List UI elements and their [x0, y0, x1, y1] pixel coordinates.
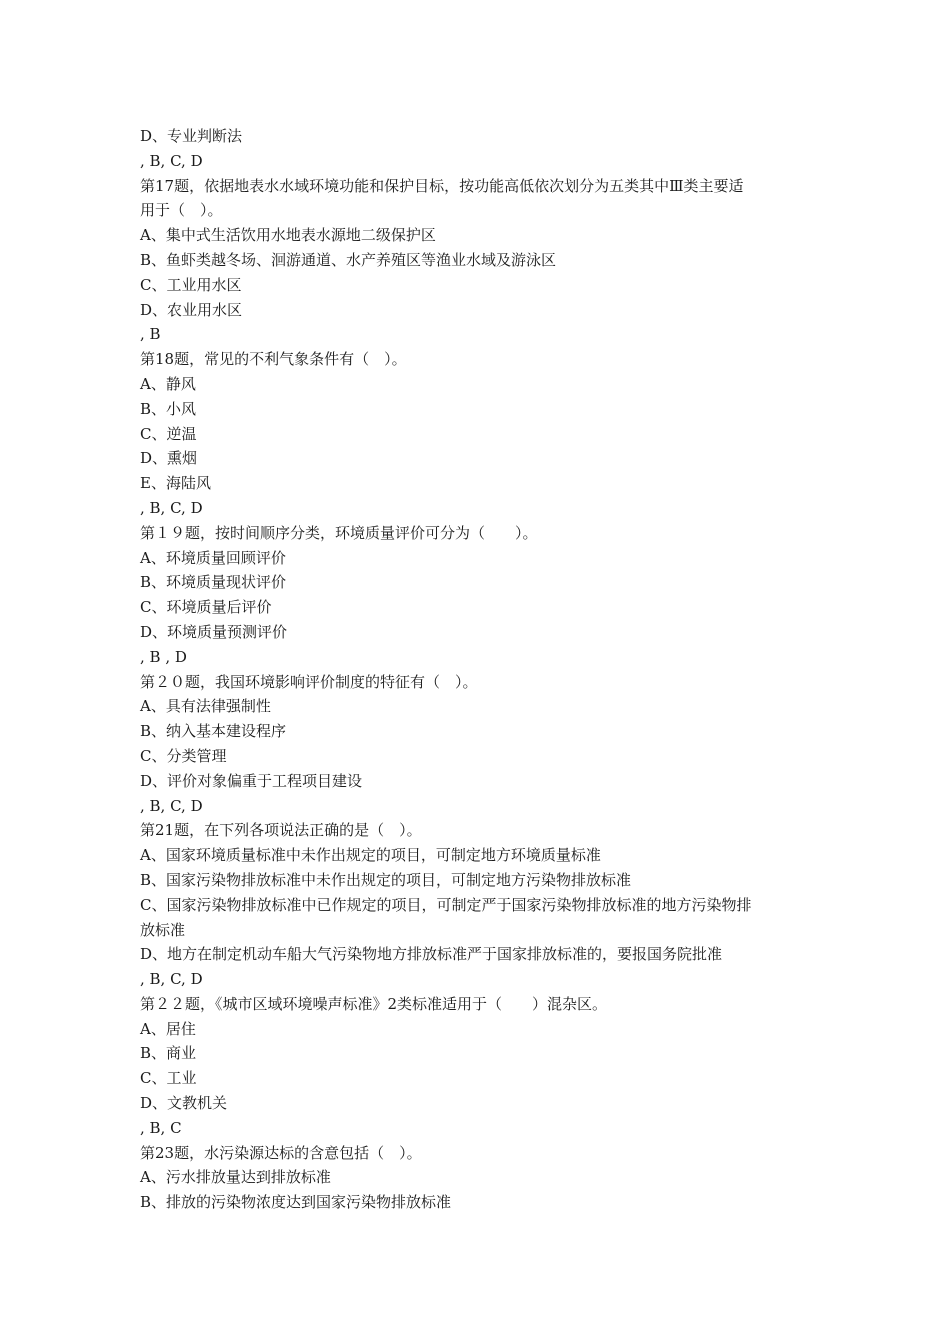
option-d: D、熏烟 [140, 449, 198, 468]
text-line: D、专业判断法 [140, 127, 243, 145]
question-17: 第17题，依据地表水水域环境功能和保护目标，按功能高低依次划分为五类其中Ⅲ类主要适 [140, 176, 744, 195]
option-b: B、鱼虾类越冬场、洄游通道、水产养殖区等渔业水域及游泳区 [140, 250, 557, 269]
question-17-continued: 用于（ ）。 [140, 201, 223, 220]
question-23: 第23题，水污染源达标的含意包括（ ）。 [140, 1143, 422, 1162]
answer-line: , B, C, D [140, 796, 203, 815]
option-b: B、排放的污染物浓度达到国家污染物排放标准 [140, 1193, 452, 1212]
option-c: C、逆温 [140, 424, 197, 443]
option-d: D、评价对象偏重于工程项目建设 [140, 771, 363, 790]
option-a: A、环境质量回顾评价 [140, 548, 286, 567]
option-a: A、具有法律强制性 [140, 697, 271, 716]
option-c: C、工业 [140, 1069, 197, 1088]
option-d: D、农业用水区 [140, 300, 243, 319]
answer-line: , B , D [140, 647, 187, 666]
option-c: C、分类管理 [140, 746, 227, 765]
question-22: 第２２题，《城市区域环境噪声标准》2类标准适用于（ ）混杂区。 [140, 994, 608, 1013]
answer-line: , B, C [140, 1118, 182, 1137]
question-19: 第１９题，按时间顺序分类，环境质量评价可分为（ ）。 [140, 523, 538, 542]
option-a: A、居住 [140, 1019, 196, 1038]
option-a: A、静风 [140, 374, 196, 393]
option-c: C、环境质量后评价 [140, 598, 272, 617]
option-a: A、污水排放量达到排放标准 [140, 1168, 331, 1187]
question-18: 第18题，常见的不利气象条件有（ ）。 [140, 350, 407, 369]
answer-line: , B [140, 325, 161, 344]
question-20: 第２０题，我国环境影响评价制度的特征有（ ）。 [140, 672, 478, 691]
option-c-continued: 放标准 [140, 920, 186, 939]
option-b: B、环境质量现状评价 [140, 573, 287, 592]
option-b: B、商业 [140, 1044, 197, 1063]
option-b: B、国家污染物排放标准中未作出规定的项目，可制定地方污染物排放标准 [140, 870, 632, 889]
option-e: E、海陆风 [140, 474, 211, 493]
answer-line: , B, C, D [140, 151, 203, 170]
option-a: A、集中式生活饮用水地表水源地二级保护区 [140, 226, 436, 245]
option-b: B、纳入基本建设程序 [140, 722, 287, 741]
document-page [140, 124, 820, 1215]
option-a: A、国家环境质量标准中未作出规定的项目，可制定地方环境质量标准 [140, 846, 601, 865]
option-c: C、工业用水区 [140, 275, 242, 294]
option-d: D、环境质量预测评价 [140, 622, 288, 641]
option-d: D、文教机关 [140, 1094, 228, 1113]
option-d: D、地方在制定机动车船大气污染物地方排放标准严于国家排放标准的，要报国务院批准 [140, 945, 723, 964]
option-b: B、小风 [140, 399, 197, 418]
answer-line: , B, C, D [140, 498, 203, 517]
option-c: C、国家污染物排放标准中已作规定的项目，可制定严于国家污染物排放标准的地方污染物排 [140, 895, 752, 914]
question-21: 第21题，在下列各项说法正确的是（ ）。 [140, 821, 422, 840]
answer-line: , B, C, D [140, 970, 203, 989]
